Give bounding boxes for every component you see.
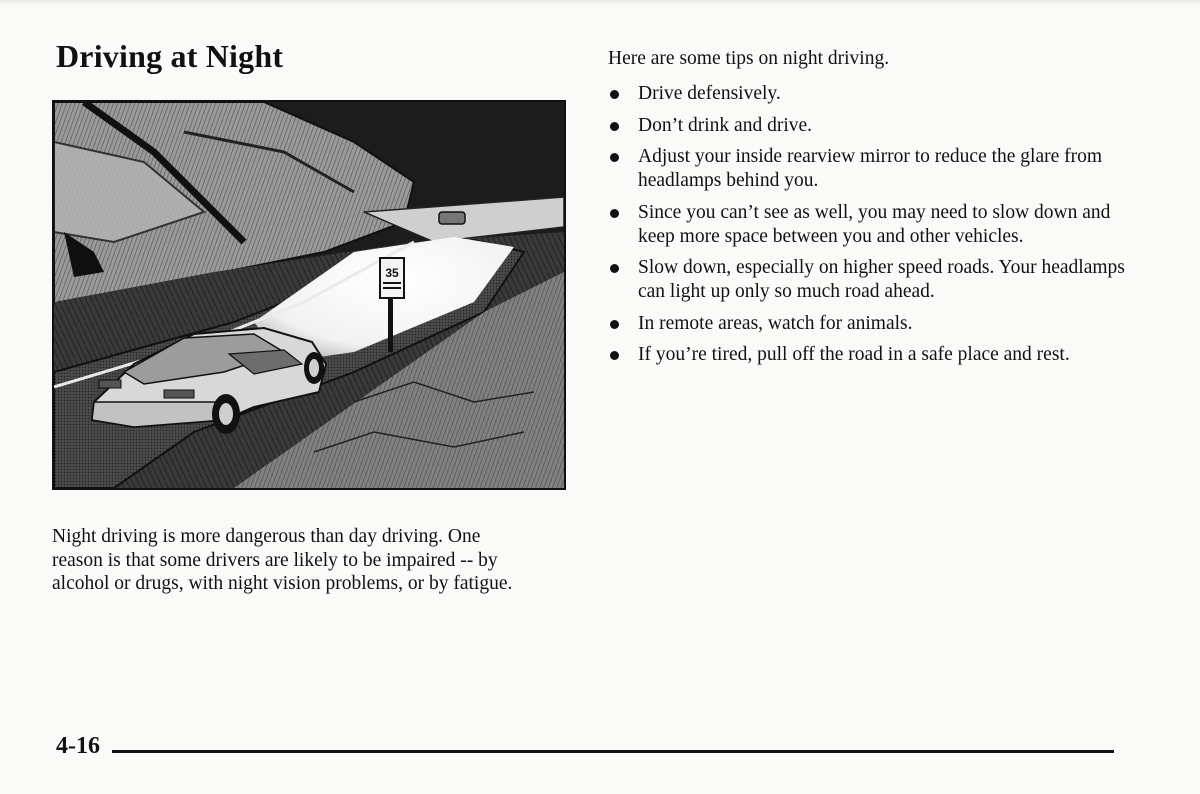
tip-text: Since you can’t see as well, you may need to slow down and keep more space between you and other vehicles. [638, 201, 1111, 247]
bullet-icon [610, 209, 619, 218]
tip-text: Adjust your inside rearview mirror to reduce the glare from headlamps behind you. [638, 146, 1103, 191]
list-item [608, 201, 1128, 249]
tip-text: Slow down, especially on higher speed roads. Your headlamps can light up only so much road ahead. [638, 257, 1125, 302]
bullet-icon [610, 122, 619, 131]
tips-column [608, 47, 1128, 375]
top-edge-rule [0, 0, 1200, 4]
tip-text: Drive defensively. [638, 83, 781, 104]
list-item [608, 145, 1128, 193]
page-number: 4-16 [56, 733, 100, 759]
list-item [608, 82, 1128, 106]
list-item [608, 343, 1128, 367]
speed-limit-number: 35 [385, 266, 399, 280]
oncoming-car [439, 212, 465, 224]
tip-text: If you’re tired, pull off the road in a safe place and rest. [638, 344, 1070, 365]
bullet-icon [610, 264, 619, 273]
bullet-icon [610, 90, 619, 99]
list-item [608, 312, 1128, 336]
bullet-icon [610, 153, 619, 162]
sign-post [388, 292, 393, 352]
footer-rule [112, 750, 1114, 753]
list-item [608, 114, 1128, 138]
list-item [608, 256, 1128, 304]
bullet-icon [610, 320, 619, 329]
tips-intro: Here are some tips on night driving. [608, 48, 890, 69]
night-driving-illustration [52, 100, 566, 490]
night-driving-paragraph: Night driving is more dangerous than day driving. One reason is that some drivers are likely to be impaired -- by alcohol or drugs, with night vision problems, or by fatigue. [52, 526, 513, 594]
tip-text: Don’t drink and drive. [638, 114, 813, 136]
night-road-scene [54, 102, 564, 488]
tip-text: In remote areas, watch for animals. [638, 312, 913, 334]
tips-list [608, 82, 1128, 367]
page-footer [56, 733, 1116, 765]
page-title: Driving at Night [56, 38, 284, 74]
bullet-icon [610, 351, 619, 360]
